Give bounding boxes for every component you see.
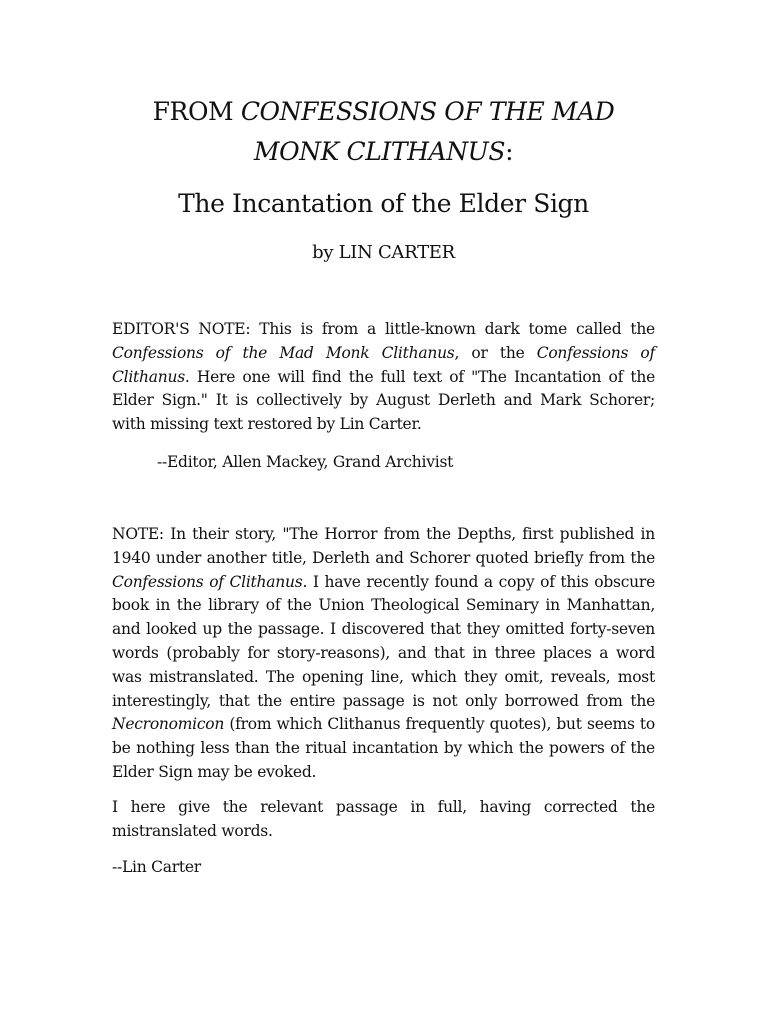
byline: by LIN CARTER [312, 242, 455, 263]
passage-intro-paragraph: I here give the relevant passage in full, having corrected the mistranslated words. [112, 798, 655, 840]
title-suffix: : [505, 137, 514, 166]
document-subtitle: The Incantation of the Elder Sign [178, 189, 589, 218]
document-title [112, 92, 655, 172]
editor-note-text-1: EDITOR'S NOTE: This is from a little-known dark tome called the [112, 320, 655, 338]
title-italic: CONFESSIONS OF THE MAD MONK CLITHANUS [240, 97, 615, 166]
note-text-2: . I have recently found a copy of this obscure book in the library of the Union Theological Seminary in Manhattan, and looked up the passage. I discovered that they omitted forty-seven words (probably for story-reasons), and that in three places a word was mistranslated. The opening line, which they omit, reveals, most interestingly, that the entire passage is not only borrowed from the [112, 572, 655, 710]
editor-signature: --Editor, Allen Mackey, Grand Archivist [157, 453, 454, 471]
title-prefix: FROM [152, 97, 241, 126]
note-text-1: NOTE: In their story, "The Horror from the Depths, first published in 1940 under another title, Derleth and Schorer quoted briefly from the [112, 525, 655, 567]
note-italic-1: Confessions of Clithanus [112, 572, 303, 591]
note-text-3: (from which Clithanus frequently quotes), but seems to be nothing less than the ritual incantation by which the powers of the Elder Sign may be evoked. [112, 715, 655, 781]
editor-note-text-2: , or the [454, 343, 537, 362]
note-italic-2: Necronomicon [112, 715, 225, 734]
author-signature: --Lin Carter [112, 858, 201, 876]
editor-note-italic-2: Confessions of Clithanus [112, 343, 655, 386]
note-paragraph [112, 523, 655, 785]
editor-note-italic-1: Confessions of the Mad Monk Clithanus [112, 343, 455, 362]
editor-note-paragraph [112, 318, 655, 437]
editor-note-text-3: . Here one will find the full text of "The Incantation of the Elder Sign." It is collectively by August Derleth and Mark Schorer; with missing text restored by Lin Carter. [112, 367, 655, 434]
